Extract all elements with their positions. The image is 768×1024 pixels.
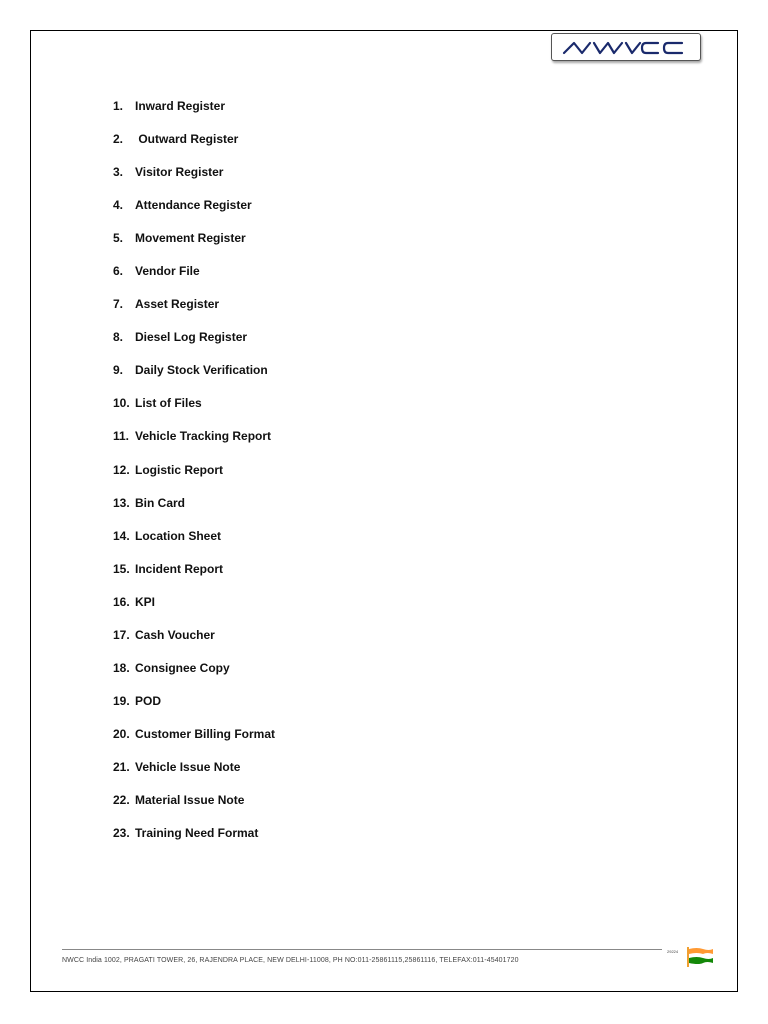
list-item-label: Daily Stock Verification — [135, 363, 268, 378]
list-item-number: 3. — [113, 165, 124, 180]
list-item-number: 10. — [113, 396, 130, 411]
list-item-label: Diesel Log Register — [135, 330, 248, 345]
list-item-label: KPI — [135, 594, 156, 609]
list-item-label: Material Issue Note — [135, 792, 245, 807]
list-item-number: 6. — [113, 264, 124, 279]
list-item-label: Inward Register — [135, 99, 226, 113]
list-item-label: Customer Billing Format — [135, 726, 276, 741]
list-item-number: 18. — [113, 660, 130, 675]
list-item — [113, 493, 275, 526]
list-item — [113, 625, 275, 658]
footer-address: NWCC India 1002, PRAGATI TOWER, 26, RAJENDRA PLACE, NEW DELHI-11008, PH NO:011-25861115,25861116, TELEFAX:011-45401720 — [62, 957, 519, 964]
list-item — [113, 96, 275, 129]
list-item-label: Visitor Register — [135, 165, 224, 180]
list-item-label: List of Files — [135, 396, 202, 411]
list-item-number: 4. — [113, 198, 124, 213]
list-item — [113, 228, 275, 261]
document-list — [113, 96, 275, 856]
list-item — [113, 724, 275, 757]
list-item-number: 8. — [113, 330, 124, 345]
list-item — [113, 658, 275, 691]
list-item — [113, 426, 275, 459]
list-item-number: 22. — [113, 792, 130, 807]
list-item-label: Vehicle Tracking Report — [135, 429, 272, 444]
list-item — [113, 460, 275, 493]
list-item-number: 23. — [113, 826, 130, 841]
list-item-label: Movement Register — [135, 231, 246, 246]
list-item — [113, 691, 275, 724]
list-item-number: 11. — [113, 429, 130, 444]
list-item-number: 20. — [113, 726, 130, 741]
list-item-label: Outward Register — [135, 132, 239, 147]
list-item-label: Location Sheet — [135, 528, 222, 543]
list-item-number: 14. — [113, 528, 130, 543]
list-item-label: Logistic Report — [135, 462, 224, 477]
list-item — [113, 360, 275, 393]
list-item — [113, 559, 275, 592]
list-item — [113, 393, 275, 426]
list-item-number: 16. — [113, 594, 130, 609]
india-flag-icon — [685, 946, 715, 973]
list-item — [113, 261, 275, 294]
nwcc-logo — [551, 33, 701, 61]
list-item — [113, 327, 275, 360]
list-item-label: Consignee Copy — [135, 660, 230, 675]
footer-divider — [62, 949, 662, 950]
list-item — [113, 195, 275, 228]
list-item-number: 17. — [113, 627, 130, 642]
list-item — [113, 790, 275, 823]
list-item-label: Cash Voucher — [135, 627, 215, 642]
list-item-number: 7. — [113, 297, 124, 312]
list-item-number: 12. — [113, 462, 130, 477]
list-item-number: 1. — [113, 99, 124, 113]
list-item-number: 15. — [113, 561, 130, 576]
list-item — [113, 129, 275, 162]
list-item-label: POD — [135, 693, 162, 708]
list-item-label: Vendor File — [135, 264, 200, 279]
list-item-label: Incident Report — [135, 561, 224, 576]
list-item-label: Training Need Format — [135, 826, 259, 841]
list-item-number: 19. — [113, 693, 130, 708]
list-item — [113, 757, 275, 790]
list-item — [113, 294, 275, 327]
list-item — [113, 526, 275, 559]
list-item-label: Vehicle Issue Note — [135, 759, 241, 774]
list-item-number: 21. — [113, 759, 130, 774]
list-item — [113, 823, 275, 856]
list-item-label: Asset Register — [135, 297, 220, 312]
list-item — [113, 162, 275, 195]
list-item-number: 9. — [113, 363, 124, 378]
list-item-number: 2. — [113, 132, 124, 147]
list-item — [113, 592, 275, 625]
footer-code: 29224 — [667, 949, 679, 954]
list-item-number: 13. — [113, 495, 130, 510]
nwcc-logo-icon — [560, 38, 694, 58]
list-item-label: Bin Card — [135, 495, 186, 510]
list-item-label: Attendance Register — [135, 198, 252, 213]
list-item-number: 5. — [113, 231, 124, 246]
